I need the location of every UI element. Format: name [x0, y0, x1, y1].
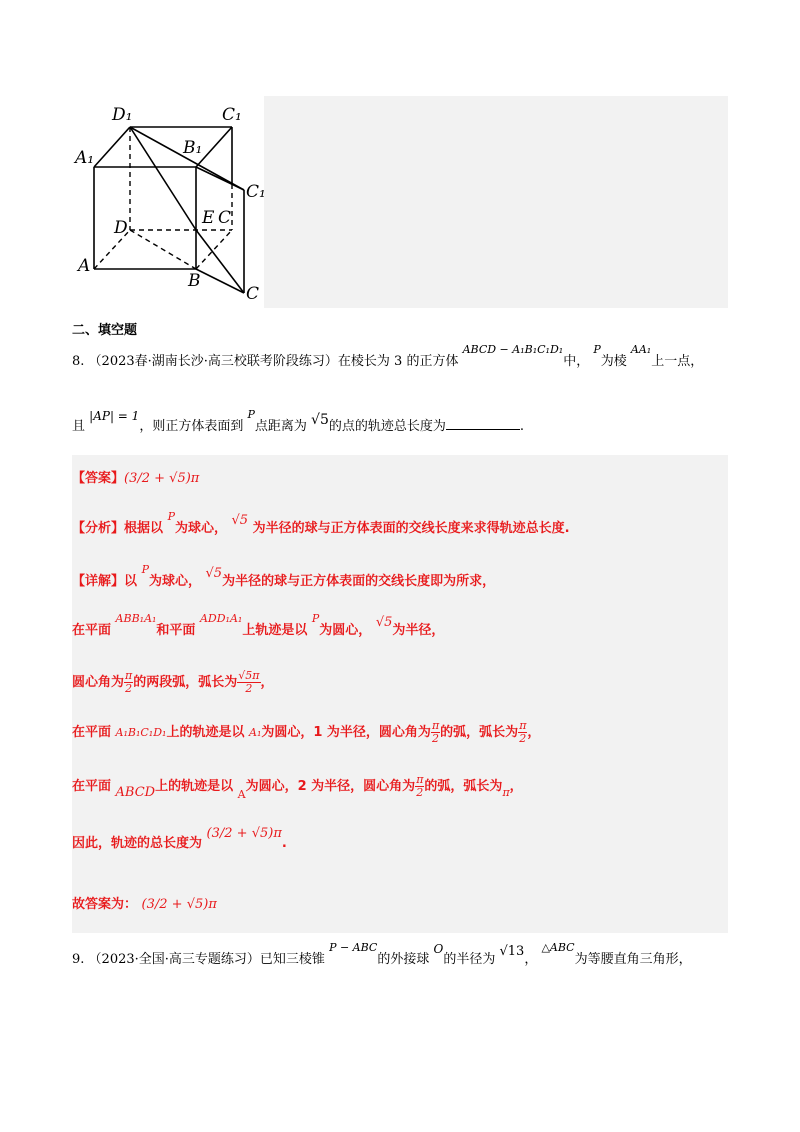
l6-b: 上的轨迹是以 — [166, 725, 245, 740]
label-b1: B₁ — [183, 138, 203, 158]
l6-d: 的弧，弧长为 — [440, 725, 519, 740]
label-c-mid: C — [218, 208, 232, 228]
edge-a1d1 — [94, 127, 130, 167]
q9-number: 9. — [72, 952, 85, 967]
label-d: D — [114, 218, 128, 238]
analysis-line — [72, 510, 570, 539]
q8-line2-c: 点距离为 — [254, 419, 307, 434]
l6-fraction-angle: $\frac{\pi}{2}$ — [431, 719, 440, 745]
l4-d: 为圆心， — [319, 623, 372, 638]
detail-line-4 — [72, 718, 540, 748]
question-8-line-1 — [72, 343, 704, 372]
l7-a: 在平面 — [72, 779, 112, 794]
detail-line-1 — [72, 563, 496, 592]
analysis-p: P — [167, 510, 175, 523]
analysis-text-a: 根据以 — [124, 521, 164, 536]
question-9-line-1 — [72, 941, 692, 970]
l4-p: P — [311, 612, 320, 625]
plane-abcd: ABCD — [115, 785, 156, 800]
l6-e: ， — [527, 725, 541, 740]
hidden-edge-db — [130, 230, 196, 269]
fraction-sqrt5pi-over-2: $\frac{√5\pi}{2}$ — [238, 669, 260, 695]
l4-sqrt5: √5 — [375, 615, 393, 630]
l6-a1: A₁ — [249, 726, 262, 739]
l6-c: 为圆心，1 为半径，圆心角为 — [261, 725, 431, 740]
answer-line — [72, 469, 199, 489]
analysis-text-b: 为球心， — [174, 521, 227, 536]
label-a: A — [78, 256, 91, 276]
q8-text1: 在棱长为 3 的正方体 — [337, 354, 459, 369]
detail-line-5 — [72, 772, 523, 802]
q8-line2-e: . — [519, 419, 525, 434]
q8-line2-b: ，则正方体表面到 — [139, 419, 244, 434]
detail-line-6 — [72, 826, 287, 854]
l7-e: ， — [509, 779, 523, 794]
l6-a: 在平面 — [72, 725, 112, 740]
edge-b-c — [196, 269, 244, 293]
q8-p2: P — [247, 408, 255, 421]
l8-a: 因此，轨迹的总长度为 — [72, 836, 203, 851]
question-8-line-2 — [72, 408, 525, 437]
final-answer-label: 故答案为： — [72, 897, 138, 912]
detail-text-b: 为球心， — [148, 574, 201, 589]
q8-cube: ABCD − A₁B₁C₁D₁ — [462, 343, 564, 356]
plane-a1b1c1d1: A₁B₁C₁D₁ — [115, 726, 167, 739]
edge-d1-c1 — [130, 127, 244, 190]
q9-o: O — [433, 942, 444, 956]
l5-a: 圆心角为 — [72, 675, 125, 690]
l5-c: ， — [260, 675, 274, 690]
label-d1: D₁ — [112, 105, 133, 125]
label-c1-mid: C₁ — [246, 182, 266, 202]
q8-text2: 中， — [563, 354, 590, 369]
l7-d: 的弧，弧长为 — [424, 779, 503, 794]
label-c-bottom: C — [246, 284, 260, 304]
q8-sqrt5: √5 — [311, 412, 329, 428]
detail-text-c: 为半径的球与正方体表面的交线长度即为所求， — [222, 574, 496, 589]
l7-c: 为圆心，2 为半径，圆心角为 — [245, 779, 416, 794]
q9-text2: 的外接球 — [377, 952, 430, 967]
l8-total: (3/2 + √5)π — [206, 826, 282, 841]
q9-source: （2023·全国·高三专题练习） — [88, 952, 260, 967]
detail-tag: 【详解】 — [72, 574, 125, 589]
label-b: B — [188, 271, 201, 291]
l4-a: 在平面 — [72, 623, 112, 638]
answer-tag: 【答案】 — [72, 471, 125, 486]
answer-blank[interactable] — [446, 415, 520, 430]
q8-text3: 为棱 — [600, 354, 627, 369]
l7-fraction-angle: $\frac{\pi}{2}$ — [416, 773, 424, 799]
detail-text-a: 以 — [124, 574, 138, 589]
detail-p: P — [141, 563, 149, 576]
q9-pyramid: P − ABC — [329, 941, 378, 954]
final-answer-line — [72, 895, 217, 915]
q9-triangle: △ABC — [541, 941, 575, 954]
cube-diagram — [72, 96, 264, 308]
edge-b1-c1 — [196, 167, 244, 190]
label-c1-top: C₁ — [222, 105, 242, 125]
q8-text4: 上一点， — [651, 354, 704, 369]
q8-p: P — [593, 343, 601, 356]
l4-c: 上轨迹是以 — [242, 623, 308, 638]
fraction-pi-over-2: $\frac{\pi}{2}$ — [125, 669, 133, 695]
q8-number: 8. — [72, 354, 85, 369]
q9-text5: 为等腰直角三角形， — [574, 952, 692, 967]
q8-line2-a: 且 — [72, 419, 86, 434]
detail-line-3 — [72, 668, 274, 698]
label-a1: A₁ — [75, 148, 95, 168]
l6-fraction-length: $\frac{\pi}{2}$ — [519, 719, 527, 745]
l4-b: 和平面 — [156, 623, 196, 638]
detail-line-2 — [72, 612, 445, 641]
analysis-text-c: 为半径的球与正方体表面的交线长度来求得轨迹总长度. — [252, 521, 570, 536]
q8-edge: AA₁ — [630, 343, 652, 356]
section-title: 二、填空题 — [72, 323, 138, 338]
l5-b: 的两段弧，弧长为 — [133, 675, 238, 690]
q9-text4: ， — [524, 952, 538, 967]
analysis-sqrt5: √5 — [231, 513, 249, 528]
detail-sqrt5: √5 — [205, 566, 223, 581]
plane-abb1a1: ABB₁A₁ — [115, 612, 157, 625]
q9-sqrt13: √13 — [499, 944, 525, 959]
q8-line2-d: 的点的轨迹总长度为 — [328, 419, 446, 434]
analysis-tag: 【分析】 — [72, 521, 125, 536]
q8-ap: |AP| = 1 — [89, 409, 140, 423]
l7-a-point: A — [237, 788, 246, 801]
cube-figure — [72, 96, 264, 308]
plane-add1a1: ADD₁A₁ — [199, 612, 243, 625]
q9-text3: 的半径为 — [443, 952, 496, 967]
label-e: E — [202, 208, 215, 228]
answer-expression: (3/2 + √5)π — [124, 471, 200, 486]
final-answer-value: (3/2 + √5)π — [141, 897, 217, 912]
l7-pi: π — [502, 786, 510, 799]
l7-b: 上的轨迹是以 — [155, 779, 234, 794]
q9-text1: 已知三棱锥 — [259, 952, 325, 967]
l8-b: . — [281, 836, 287, 851]
l4-e: 为半径， — [392, 623, 445, 638]
q8-source: （2023春·湖南长沙·高三校联考阶段练习） — [88, 354, 338, 369]
